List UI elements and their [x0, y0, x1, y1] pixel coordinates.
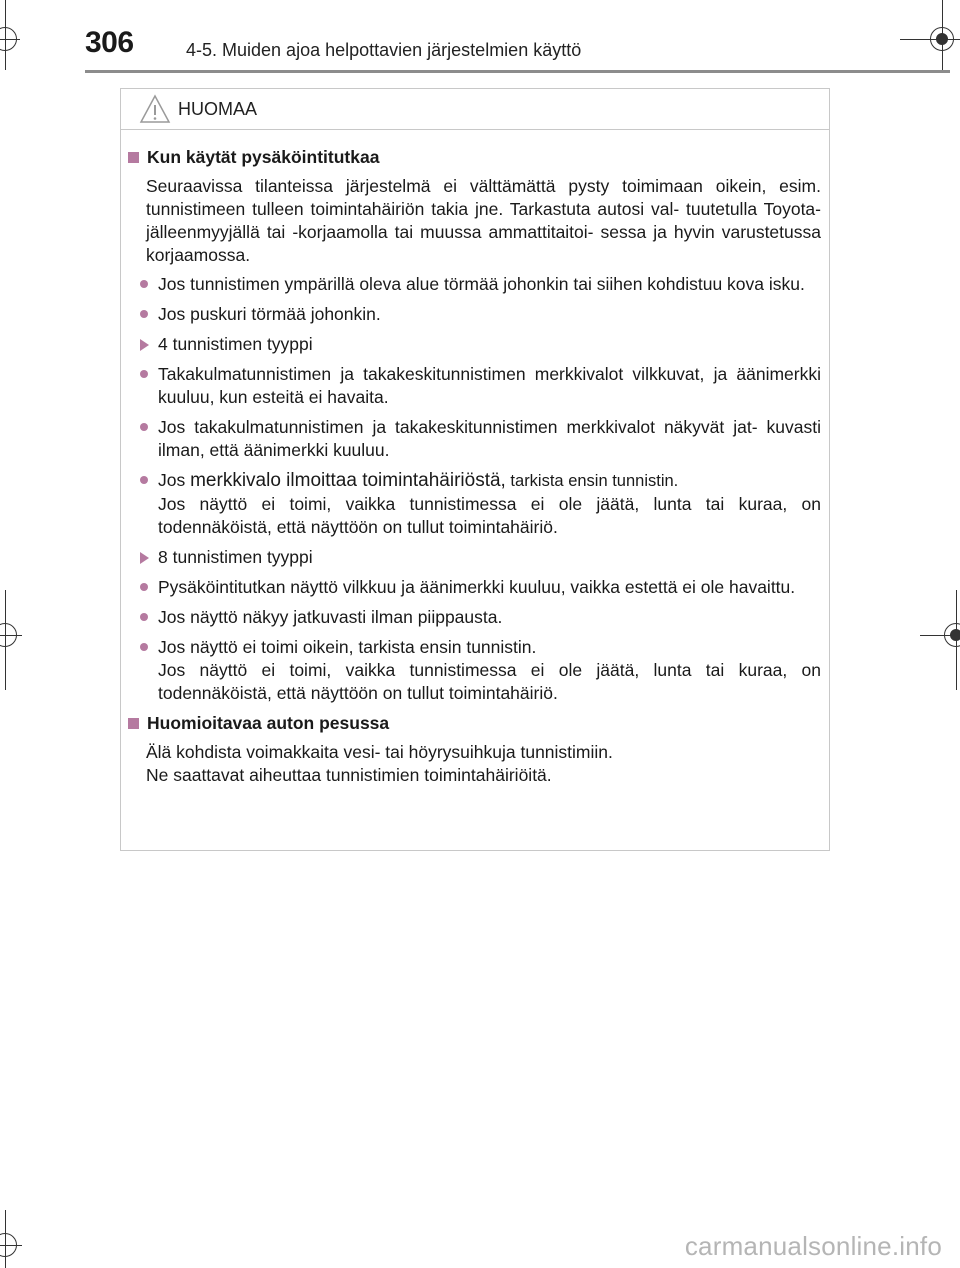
caution-box [120, 88, 830, 851]
list-item: Pysäköintitutkan näyttö vilkkuu ja äänimerkki kuuluu, vaikka estettä ei ole havaittu. [140, 576, 821, 599]
list-item: Jos puskuri törmää johonkin. [140, 303, 821, 326]
list-item: Jos näyttö näkyy jatkuvasti ilman piippausta. [140, 606, 821, 629]
list-item: Jos takakulmatunnistimen ja takakeskitunnistimen merkkivalot näkyvät jat- kuvasti ilman, että äänimerkki kuuluu. [140, 416, 821, 462]
section-heading-text: Huomioitavaa auton pesussa [147, 713, 390, 733]
list-item: Jos merkkivalo ilmoittaa toimintahäiriöstä, tarkista ensin tunnistin. Jos näyttö ei toimi, vaikka tunnistimessa ei ole jäätä, lunta tai kuraa, on todennäköistä, että näyttöön on tullut toimintahäiriö. [140, 469, 821, 539]
crop-mark-mid-left [0, 590, 30, 690]
header-rule [85, 70, 950, 73]
caution-content [121, 130, 829, 787]
section-heading [125, 146, 821, 169]
square-bullet-icon [128, 152, 139, 163]
circle-bullet-icon [140, 643, 148, 651]
wash-line-1: Älä kohdista voimakkaita vesi- tai höyrysuihkuja tunnistimiin. [146, 742, 613, 762]
warning-triangle-icon [139, 94, 171, 129]
watermark: carmanualsonline.info [684, 1231, 942, 1261]
list-item: Takakulmatunnistimen ja takakeskitunnistimen merkkivalot vilkkuvat, ja äänimerkki kuuluu, kun esteitä ei havaita. [140, 363, 821, 409]
triangle-bullet-icon [140, 339, 149, 351]
triangle-bullet-icon [140, 552, 149, 564]
list-item: Jos tunnistimen ympärillä oleva alue törmää johonkin tai siihen kohdistuu kova isku. [140, 273, 821, 296]
circle-bullet-icon [140, 310, 148, 318]
list-item: Jos näyttö ei toimi oikein, tarkista ensin tunnistin. Jos näyttö ei toimi, vaikka tunnistimessa ei ole jäätä, lunta tai kuraa, on todennäköistä, että näyttöön on tullut toimintahäiriö. [140, 636, 821, 705]
circle-bullet-icon [140, 476, 148, 484]
circle-bullet-icon [140, 370, 148, 378]
caution-header [121, 89, 829, 130]
subheading-8-sensor-type: 8 tunnistimen tyyppi [140, 546, 821, 569]
section-heading [125, 712, 821, 735]
circle-bullet-icon [140, 613, 148, 621]
section-heading-text: Kun käytät pysäköintitutkaa [147, 147, 380, 167]
page-number: 306 [85, 26, 134, 59]
circle-bullet-icon [140, 423, 148, 431]
section-title: 4-5. Muiden ajoa helpottavien järjestelmien käyttö [186, 40, 582, 60]
crop-mark-mid-right [920, 590, 960, 690]
crop-mark-top-left [0, 0, 40, 70]
circle-bullet-icon [140, 280, 148, 288]
square-bullet-icon [128, 718, 139, 729]
caution-title: HUOMAA [178, 99, 258, 119]
crop-mark-top-right [900, 0, 960, 70]
wash-line-2: Ne saattavat aiheuttaa tunnistimien toimintahäiriöitä. [146, 765, 552, 785]
crop-mark-bottom-left [0, 1200, 40, 1268]
circle-bullet-icon [140, 583, 148, 591]
intro-paragraph: Seuraavissa tilanteissa järjestelmä ei välttämättä pysty toimimaan oikein, esim. tunnistimeen tulleen toimintahäiriön takia jne. Tarkastuta autosi val- tuutetulla Toyota-jälleenmyyjällä tai -korjaamolla tai muussa ammattitaitoi- sessa ja hyvin varustetussa korjaamossa. [146, 176, 821, 265]
subheading-4-sensor-type: 4 tunnistimen tyyppi [140, 333, 821, 356]
